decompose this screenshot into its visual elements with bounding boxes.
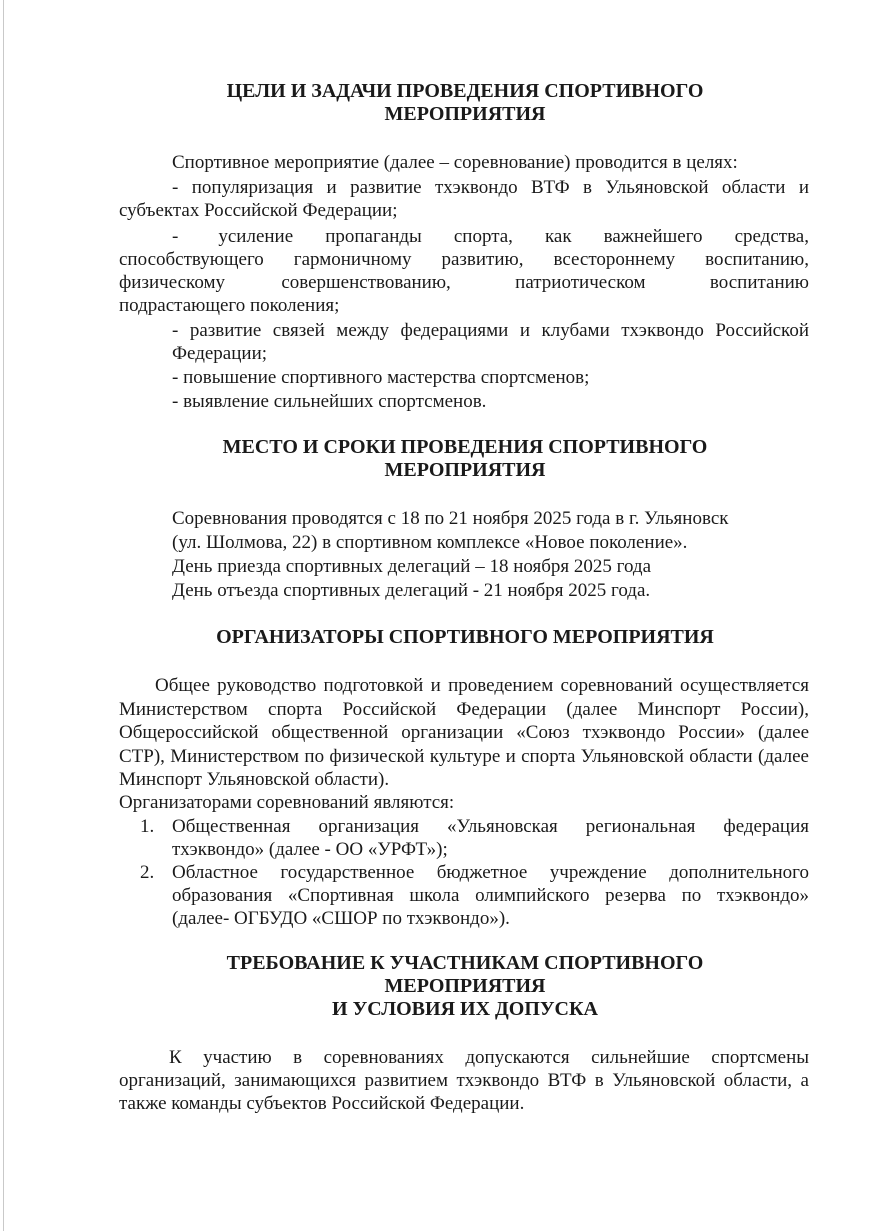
goal-5: - выявление сильнейших спортсменов. <box>172 391 487 412</box>
section-requirements-title-line3: И УСЛОВИЯ ИХ ДОПУСКА <box>332 998 598 1020</box>
goal-3-line1: - развитие связей между федерациями и клубами тхэквондо Российской <box>172 320 809 341</box>
place-line2: (ул. Шолмова, 22) в спортивном комплексе «Новое поколение». <box>172 532 688 553</box>
section-goals-title <box>120 80 810 126</box>
goals-intro: Спортивное мероприятие (далее – соревнование) проводится в целях: <box>172 152 738 173</box>
organizer-1-line1: Общественная организация «Ульяновская региональная федерация <box>172 816 809 837</box>
organizer-2-line1: Областное государственное бюджетное учреждение дополнительного <box>172 862 809 883</box>
organizers-paragraph: Общее руководство подготовкой и проведением соревнований осуществляется Министерством спорта Российской Федерации (далее Минспорт России), Общероссийской общественной организации «Союз тхэквондо России» (далее СТР), Министерством по физической культуре и спорта Ульяновской области (далее Минспорт Ульяновской области). <box>119 675 809 790</box>
goal-1-line1: - популяризация и развитие тхэквондо ВТФ в Ульяновской области и <box>172 177 809 198</box>
organizer-1-line2: тхэквондо» (далее - ОО «УРФТ»); <box>172 839 448 860</box>
section-requirements-title-line2: МЕРОПРИЯТИЯ <box>384 975 546 997</box>
place-line1: Соревнования проводятся с 18 по 21 ноября 2025 года в г. Ульяновск <box>172 508 729 529</box>
section-goals-title-line2: МЕРОПРИЯТИЯ <box>384 103 546 125</box>
organizer-2-line2: образования «Спортивная школа олимпийского резерва по тхэквондо» <box>172 885 809 906</box>
organizer-2-number: 2. <box>140 862 155 883</box>
organizers-list-intro: Организаторами соревнований являются: <box>119 792 455 813</box>
goal-2-line4: подрастающего поколения; <box>119 295 340 316</box>
section-place-title-line1: МЕСТО И СРОКИ ПРОВЕДЕНИЯ СПОРТИВНОГО <box>222 436 708 458</box>
organizer-2-line3: (далее- ОГБУДО «СШОР по тхэквондо»). <box>172 908 510 929</box>
section-place-title <box>120 436 810 482</box>
section-requirements-title <box>120 952 810 1021</box>
section-place-title-line2: МЕРОПРИЯТИЯ <box>384 459 546 481</box>
goal-2-line1: - усиление пропаганды спорта, как важнейшего средства, <box>172 226 809 247</box>
arrival-date: День приезда спортивных делегаций – 18 ноября 2025 года <box>172 556 652 577</box>
departure-date: День отъезда спортивных делегаций - 21 ноября 2025 года. <box>172 580 651 601</box>
section-organizers-title: ОРГАНИЗАТОРЫ СПОРТИВНОГО МЕРОПРИЯТИЯ <box>216 626 714 648</box>
goal-2-line2: способствующего гармоничному развитию, всестороннему воспитанию, <box>119 249 809 270</box>
goal-1-line2: субъектах Российской Федерации; <box>119 200 398 221</box>
section-goals-title-line1: ЦЕЛИ И ЗАДАЧИ ПРОВЕДЕНИЯ СПОРТИВНОГО <box>226 80 704 102</box>
goal-4: - повышение спортивного мастерства спортсменов; <box>172 367 590 388</box>
goal-2-line3: физическому совершенствованию, патриотическом воспитанию <box>119 272 809 293</box>
goal-3-line2: Федерации; <box>172 343 268 364</box>
organizer-1-number: 1. <box>140 816 155 837</box>
section-requirements-title-line1: ТРЕБОВАНИЕ К УЧАСТНИКАМ СПОРТИВНОГО <box>226 952 704 974</box>
requirements-paragraph: К участию в соревнованиях допускаются сильнейшие спортсмены организаций, занимающихся развитием тхэквондо ВТФ в Ульяновской области, а также команды субъектов Российской Федерации. <box>119 1047 809 1114</box>
